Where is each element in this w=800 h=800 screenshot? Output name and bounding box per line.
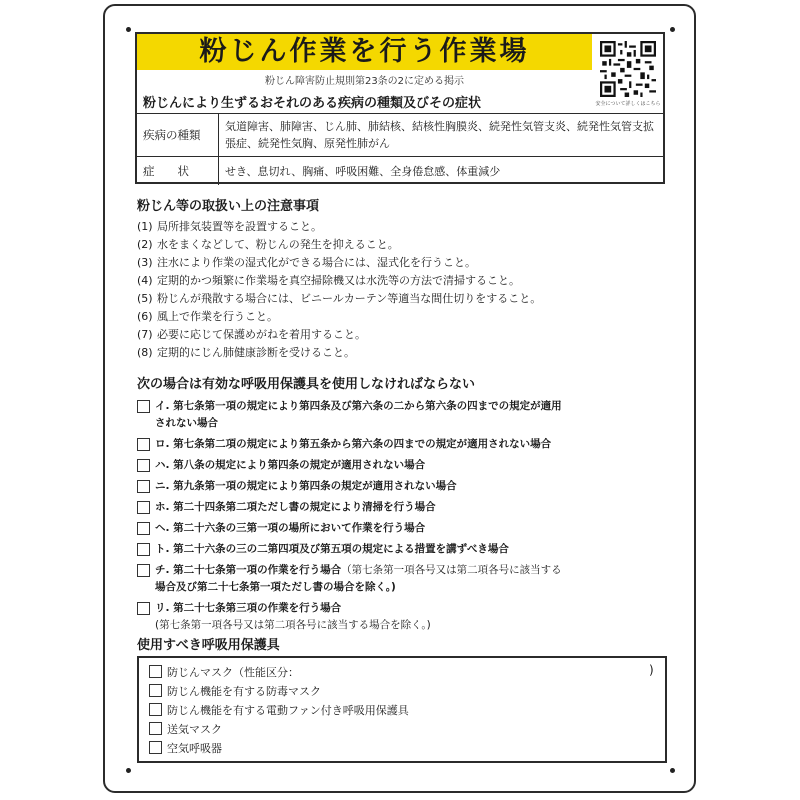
symptom-value: せき、息切れ、胸痛、呼吸困難、全身倦怠感、体重減少 — [225, 164, 501, 178]
equipment-heading: 使用すべき呼吸用保護具 — [137, 638, 280, 653]
respirator-list — [137, 398, 672, 634]
checkbox[interactable] — [149, 703, 162, 716]
list-item — [137, 254, 541, 272]
disease-type-value: 気道障害、肺障害、じん肺、肺結核、結核性胸膜炎、続発性気管支炎、続発性気管支拡張症、続発性気胸、原発性肺がん — [225, 120, 654, 150]
item-text: 空気呼吸器 — [167, 741, 222, 755]
equipment-heading-wrap — [137, 634, 280, 653]
list-item — [137, 344, 541, 362]
list-item — [149, 719, 655, 738]
list-item — [137, 218, 541, 236]
item-text: 送気マスク — [167, 722, 222, 736]
list-item — [137, 308, 541, 326]
table-row — [137, 157, 663, 185]
checkbox[interactable] — [137, 501, 150, 514]
item-number: (8) — [137, 346, 153, 359]
table-row — [137, 114, 663, 157]
qr-caption: 安全について詳しくはこちら — [595, 101, 661, 107]
disease-heading: 粉じんにより生ずるおそれのある疾病の種類及びその症状 — [143, 96, 482, 111]
item-text: 風上で作業を行うこと。 — [157, 310, 278, 323]
mounting-hole — [670, 768, 675, 773]
close-paren: ) — [649, 663, 654, 677]
item-text-line2: されない場合 — [155, 417, 218, 429]
checkbox[interactable] — [137, 522, 150, 535]
precautions-list — [137, 218, 541, 362]
item-text: ヘ. 第二十六条の三第一項の場所において作業を行う場合 — [155, 522, 426, 534]
list-item — [137, 436, 672, 453]
item-text: ト. 第二十六条の三の二第四項及び第五項の規定による措置を講ずべき場合 — [155, 543, 509, 555]
qr-code-icon — [600, 41, 656, 97]
list-item — [137, 600, 672, 634]
item-text: リ. 第二十七条第三項の作業を行う場合 — [155, 602, 342, 614]
respirator-section — [137, 373, 672, 638]
mounting-hole — [126, 27, 131, 32]
precautions-heading: 粉じん等の取扱い上の注意事項 — [137, 199, 320, 214]
list-item — [137, 236, 541, 254]
equipment-box — [137, 656, 667, 763]
item-text: ニ. 第九条第一項の規定により第四条の規定が適用されない場合 — [155, 480, 457, 492]
list-item — [137, 541, 672, 558]
page-title: 粉じん作業を行う作業場 — [199, 36, 530, 67]
item-text: 必要に応じて保護めがねを着用すること。 — [157, 328, 366, 341]
item-number: (2) — [137, 238, 153, 251]
item-text: 防じんマスク（性能区分： — [167, 665, 299, 679]
item-number: (5) — [137, 292, 153, 305]
checkbox[interactable] — [137, 438, 150, 451]
header-box — [135, 32, 665, 184]
checkbox[interactable] — [137, 602, 150, 615]
checkbox[interactable] — [137, 459, 150, 472]
list-item — [149, 738, 655, 757]
list-item — [137, 562, 672, 596]
list-item — [149, 700, 655, 719]
item-text: 粉じんが飛散する場合には、ビニールカーテン等適当な間仕切りをすること。 — [157, 292, 542, 305]
item-text: 防じん機能を有する電動ファン付き呼吸用保護具 — [167, 703, 409, 717]
item-number: (1) — [137, 220, 153, 233]
respirator-heading: 次の場合は有効な呼吸用保護具を使用しなければならない — [137, 377, 476, 392]
symptom-label: 症 状 — [137, 157, 219, 185]
item-text-line2: 場合及び第二十七条第一項ただし書の場合を除く。) — [155, 581, 396, 593]
item-text: ホ. 第二十四条第二項ただし書の規定により清掃を行う場合 — [155, 501, 436, 513]
item-number: (7) — [137, 328, 153, 341]
item-number: (4) — [137, 274, 153, 287]
mounting-hole — [670, 27, 675, 32]
checkbox[interactable] — [149, 684, 162, 697]
list-item — [137, 457, 672, 474]
subtitle: 粉じん障害防止規則第23条の2に定める掲示 — [264, 76, 465, 87]
item-number: (6) — [137, 310, 153, 323]
item-text: 定期的にじん肺健康診断を受けること。 — [157, 346, 355, 359]
precautions-section — [137, 195, 541, 362]
checkbox[interactable] — [137, 564, 150, 577]
list-item — [137, 499, 672, 516]
list-item — [149, 681, 655, 700]
item-text: 局所排気装置等を設置すること。 — [157, 220, 322, 233]
list-item — [137, 272, 541, 290]
equipment-list — [149, 662, 655, 757]
checkbox[interactable] — [149, 741, 162, 754]
list-item — [137, 520, 672, 537]
list-item — [137, 398, 672, 432]
item-text: 定期的かつ頻繁に作業場を真空掃除機又は水洗等の方法で清掃すること。 — [157, 274, 520, 287]
item-text: ロ. 第七条第二項の規定により第五条から第六条の四までの規定が適用されない場合 — [155, 438, 552, 450]
item-number: (3) — [137, 256, 153, 269]
item-note: （第七条第一項各号又は第二項各号に該当する — [341, 564, 562, 576]
checkbox[interactable] — [137, 400, 150, 413]
item-text: 水をまくなどして、粉じんの発生を抑えること。 — [157, 238, 399, 251]
list-item — [137, 326, 541, 344]
item-text: ハ. 第八条の規定により第四条の規定が適用されない場合 — [155, 459, 426, 471]
checkbox[interactable] — [137, 543, 150, 556]
item-text: 注水により作業の湿式化ができる場合には、湿式化を行うこと。 — [157, 256, 476, 269]
mounting-hole — [126, 768, 131, 773]
item-text-line2: (第七条第一項各号又は第二項各号に該当する場合を除く。) — [155, 619, 431, 631]
item-text: チ. 第二十七条第一項の作業を行う場合 — [155, 564, 342, 576]
list-item — [149, 662, 655, 681]
item-text: イ. 第七条第一項の規定により第四条及び第六条の二から第六条の四までの規定が適用 — [155, 400, 562, 412]
list-item — [137, 290, 541, 308]
list-item — [137, 478, 672, 495]
checkbox[interactable] — [149, 665, 162, 678]
disease-type-label: 疾病の種類 — [137, 114, 219, 156]
item-text: 防じん機能を有する防毒マスク — [167, 684, 321, 698]
checkbox[interactable] — [149, 722, 162, 735]
disease-table — [137, 113, 663, 185]
checkbox[interactable] — [137, 480, 150, 493]
